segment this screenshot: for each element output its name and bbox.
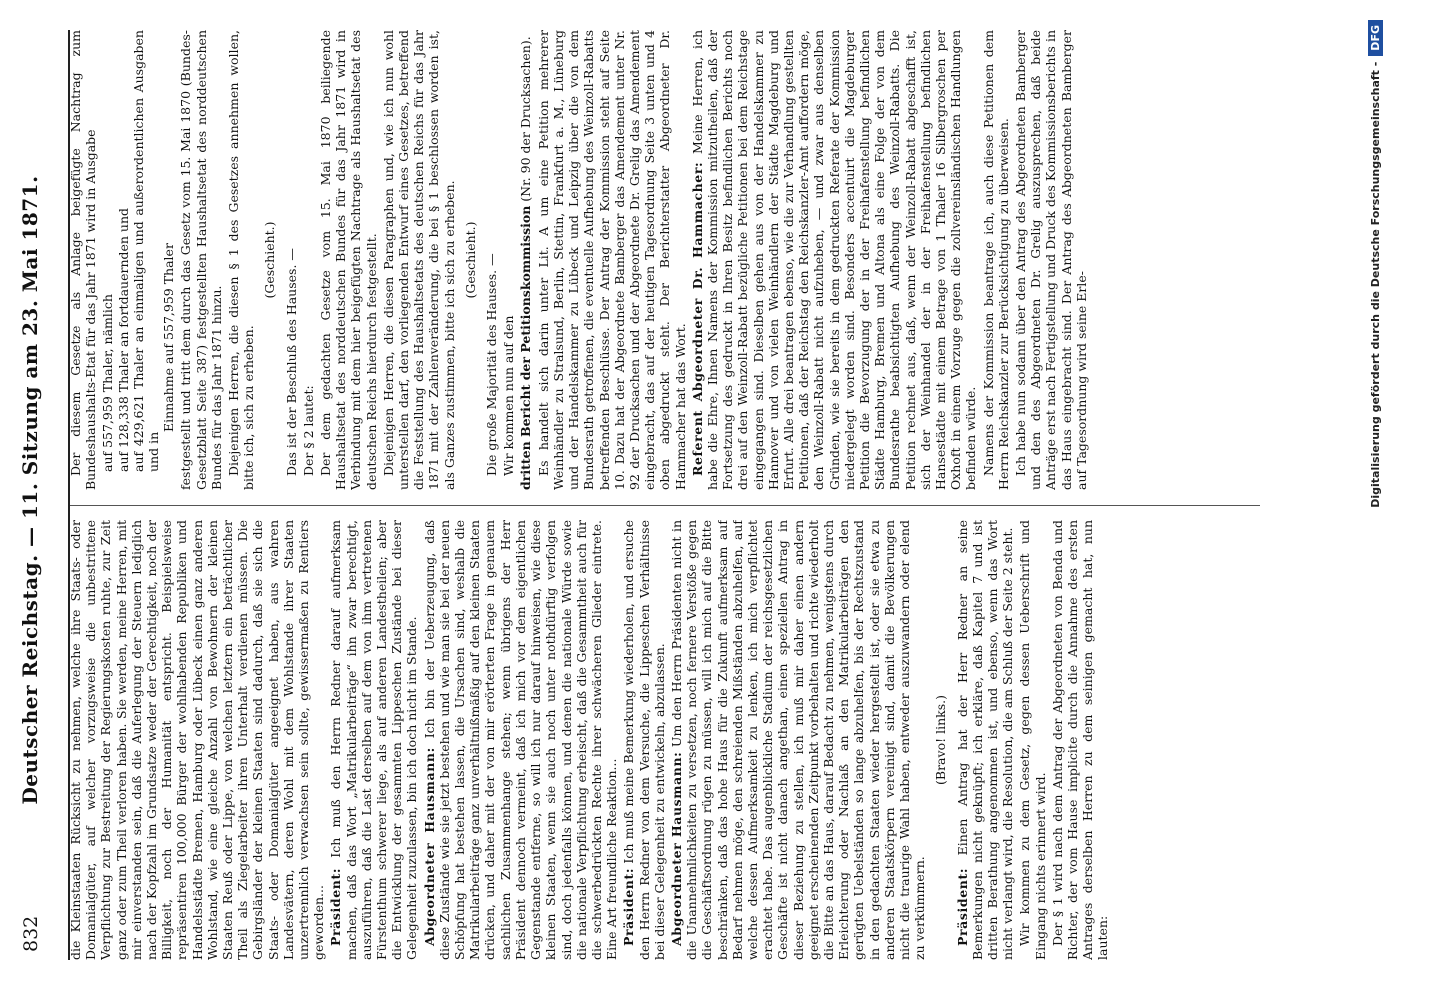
speaker-president: Präsident: (954, 867, 970, 946)
credit-text: Digitalisierung gefördert durch die Deutsche Forschungsgemeinschaft - (1369, 61, 1382, 508)
dfg-logo: DFG (1368, 20, 1383, 56)
paragraph (422, 520, 620, 960)
paragraph (669, 520, 927, 960)
speaker-hammacher: Referent Abgeordneter Dr. Hammacher: (689, 161, 705, 476)
paragraph: festgestellt und tritt dem durch das Gesetz vom 15. Mai 1870 (Bundes-Gesetzblatt Seite 387) festgestellten Haushaltsetat des norddeutschen Bundes für das Jahr 1871 hinzu. (178, 30, 224, 490)
page-number: 832 (20, 915, 42, 952)
page-header (10, 0, 62, 1000)
speech-text: Einen Antrag hat der Herr Redner an seine Bemerkungen nicht geknüpft; ich erkläre, daß Kapitel 7 und ist dritten Berathung angenommen ist, und ebenso, wenn das Wort nicht verlangt wird, die Resolution, die am Schluß der Seite 2 steht. (954, 520, 1016, 960)
paragraph: Ich habe nun sodann über den Antrag des Abgeordneten Bamberger und den des Abgeordneten Dr. Grelig auszusprechen, daß beide Anträge erst nach Fertigstellung und Druck des Kommissionsberichts in das Haus eingebracht sind. Der Antrag des Abgeordneten Bamberger auf Tagesordnung wird seine Erle- (1012, 30, 1089, 490)
budget-lines (100, 30, 176, 472)
column-divider (70, 505, 1260, 506)
applause-note: (Bravo! links.) (933, 695, 949, 785)
paragraph: Namens der Kommission beantrage ich, auch diese Petitionen dem Herrn Reichskanzler zur Berücksichtigung zu überweisen. (980, 30, 1011, 490)
running-head: Deutscher Reichstag. — 11. Sitzung am 23. Mai 1871. (18, 175, 42, 805)
speech-text: Um den Herrn Präsidenten nicht in die Unannehmlichkeiten zu versetzen, noch fernere Verstöße gegen die Geschäftsordnung rügen zu müssen, will ich mich auf die Bitte beschränken, daß das hohe Haus für die Zukunft aufmerksam auf Bedarf nehmen möge, den schreienden Mißständen abzuhelfen, auf welche dessen Aufmerksamkeit zu lenken, ich mich verpflichtet erachtet habe. Das augenblickliche Stadium der reichsgesetzlichen Geschäfte ist nicht danach angethan, einen speziellen Antrag in dieser Beziehung zu stellen, ich muß mir daher einen andern geeignet erscheinenden Zeitpunkt vorbehalten und richte wiederholt die Bitte an das Haus, darauf Bedacht zu nehmen, wenigstens durch Erleichterung oder Nachlaß an den Matrikularbeiträgen den gerügten Uebelständen so lange abzuhelfen, bis der Rechtszustand in den gedachten Staaten wieder hergestellt ist, oder sie etwa zu anderen Staatskörpern vereinigt sind, damit die Bevölkerungen nicht die traurige Wahl haben, entweder auszuwandern oder elend zu verkümmern. (668, 520, 928, 960)
paragraph: die Kleinstaaten Rücksicht zu nehmen, welche ihre Staats- oder Domanialgüter, auf welcher vorzugsweise die unbestrittene Verpflichtung zur Bestreitung der Regierungskosten ruhte, zur Zeit ganz oder zum Theil verloren haben. Sie werden, meine Herren, mit mir einverstanden sein, daß die Auferlegung der Steuern lediglich nach der Kopfzahl im Grundsatze weder der Gerechtigkeit, noch der Billigkeit, noch der Humanität entspricht. Beispielsweise repräsentiren 100,000 Bürger der wohlhabenden Republiken und Handelsstädte Bremen, Hamburg oder Lübeck einen ganz anderen Wohlstand, wie eine gleiche Anzahl von Bewohnern der kleinen Staaten Reuß oder Lippe, von welchen letztern ein beträchtlicher Theil als Ziegelarbeiter ihren Unterhalt verdienen müssen. Die Gebirgsländer der kleinen Staaten sind dadurch, daß sie sich die Staats- oder Domanialgüter angeeignet haben, aus wahren Landesvätern, deren Wohl mit dem Wohlstande ihrer Staaten unzertrennlich verwachsen sein sollte, gewissermaßen zu Rentiers geworden... (68, 520, 327, 960)
paragraph: Wir kommen zu dem Gesetz, gegen dessen Ueberschrift und Eingang nichts erinnert wird. (1017, 520, 1048, 960)
speaker-president: Präsident: (328, 867, 344, 946)
paragraph: Es handelt sich darin unter Lit. A um eine Petition mehrerer Weinhändler zu Stralsund, Berlin, Stettin, Frankfurt a. M., Lüneburg und der Handelskammer zu Lübeck und Leipzig über die von dem Bundesrath getroffenen, die eventuelle Aufhebung des Weinzoll-Rabatts betreffenden Beschlüsse. Der Antrag der Kommission steht auf Seite 10. Dazu hat der Abgeordnete Bamberger das Amendement unter Nr. 92 der Drucksachen und der Abgeordnete Dr. Grelig das Amendement eingebracht, das auf der heutigen Tagesordnung Seite 3 unten und 4 oben abgedruckt steht. Der Berichterstatter Abgeordneter Dr. Hammacher hat das Wort. (535, 30, 688, 490)
paragraph (690, 30, 979, 490)
left-column (68, 520, 1308, 960)
paragraph: Der § 2 lautet: (300, 385, 316, 476)
budget-line: Einnahme auf 557,959 Thaler (161, 243, 177, 432)
paragraph: Diejenigen Herren, die diesen Paragraphen und, wie ich nun wohl unterstellen darf, den vorliegenden Entwurf eines Gesetzes, betreffend die Feststellung des Haushaltsetats des deutschen Reichs für das Jahr 1871 mit der Zahlenveränderung, die bei § 1 beschlossen worden ist, als Ganzes zustimmen, bitte ich sich zu erheben. (380, 30, 457, 490)
budget-line: auf 429,621 Thaler an einmaligen und außerordentlichen Ausgaben und in (130, 30, 162, 472)
paragraph (328, 520, 419, 960)
paragraph: Das ist der Beschluß des Hauses. — (283, 248, 299, 476)
paragraph (955, 520, 1016, 960)
budget-line: auf 557,959 Thaler, nämlich (100, 294, 116, 472)
speech-text: Ich bin der Ueberzeugung, daß diese Zustände wie sie jetzt bestehen und wie man sie bei der neuen Schöpfung hat bestehen lassen, die Ursachen sind, weshalb die Matrikularbeiträge ganz unverhältnißmäßig auf den kleinen Staaten drücken, und daher mit der von mir erörterten Frage in genauem sachlichen Zusammenhange stehen; wenn übrigens der Herr Präsident dennoch vermeint, daß ich mich vor dem eigentlichen Gegenstande entferne, so will ich nur darauf hinweisen, wie diese kleinen Staaten, wenn sie auch noch unter nothdürftig verfolgen sind, doch jedenfalls können, und denen die nationale Würde sowie die nationale Verpflichtung erheischt, daß die Gesammtheit auch für die schwerbedrückten Rechte ihrer schwächeren Glieder eintrete. Eine Art freundliche Reaktion... (421, 520, 620, 960)
paragraph: Die große Majorität des Hauses. — (484, 253, 500, 476)
budget-line: auf 128,338 Thaler an fortdauernden und (115, 207, 131, 472)
speech-text: Meine Herren, ich habe die Ehre, Ihnen Namens der Kommission mitzutheilen, daß der Fortsetzung des gedruckt in Ihren Besitz befindlichen Berichts noch drei auf den Weinzoll-Rabatt bezügliche Petitionen bei dem Reichstage eingegangen sind. Dieselben gehen aus von der Handelskammer zu Hannover und von vielen Weinhändlern der Städte Magdeburg und Erfurt. Alle drei beantragen ebenso, wie die zur Verhandlung gestellten Petitionen, daß der Reichstag den Reichskanzler-Amt auffordern möge, den Weinzoll-Rabatt nicht aufzuheben, — und zwar aus denselben Gründen, wie sie bereits in dem gedruckten Referate der Kommission niedergelegt worden sind. Besonders accentuirt die Magdeburger Petition die Bevorzugung der in der Freihafenstellung befindlichen Städte Hamburg, Bremen und Altona als eine Folge der von dem Bundesrathe beabsichtigten Aufhebung des Weinzoll-Rabatts. Die Petition rechnet aus, daß, wenn der Weinzoll-Rabatt abgeschafft ist, sich der Weinhandel der in der Freihafenstellung befindlichen Hansestädte mit einem Betrage von 1 Thaler 16 Silbergroschen per Oxhoft in einem Vorzuge gegen die zollvereinsländischen Handlungen befinden würde. (689, 30, 979, 490)
speech-text: Ich muß meine Bemerkung wiederholen, und ersuche den Herrn Redner von dem Versuche, die Lippeschen Verhältnisse bei dieser Gelegenheit zu entwickeln, abzulassen. (621, 520, 667, 960)
procedural-note: (Geschieht.) (262, 221, 278, 299)
paragraph: Diejenigen Herren, die diesen § 1 des Gesetzes annehmen wollen, bitte ich, sich zu erheben. (226, 30, 257, 490)
right-column (68, 30, 1308, 490)
paragraph (621, 520, 667, 960)
paragraph: Der § 1 wird nach dem Antrag der Abgeordneten von Benda und Richter, der vom Hause implicite durch die Annahme des ersten Antrages derselben Herren zu dem seinigen gemacht hat, nun lauten: (1049, 520, 1111, 960)
procedural-note: (Geschieht.) (462, 221, 478, 299)
paragraph: Der diesem Gesetze als Anlage beigefügte Nachtrag zum Bundeshaushalts-Etat für das Jahr 1871 wird in Ausgabe (68, 30, 99, 490)
paragraph (518, 30, 533, 490)
speaker-president: Präsident: (621, 867, 637, 946)
speech-text: Ich muß den Herrn Redner darauf aufmerksam machen, daß das Wort „Matrikularbeiträge“ ihn zwar berechtigt, auszuführen, daß die Last derselben auf dem von ihm vertretenen Fürstenthum schwerer liege, als auf anderen Landestheilen; aber die Entwicklung der gesammten Lippeschen Zustände bei dieser Gelegenheit zuzulassen, bin ich doch nicht im Stande. (328, 520, 420, 960)
paragraph: Der dem gedachten Gesetze vom 15. Mai 1870 beiliegende Haushaltsetat des norddeutschen Bundes für das Jahr 1871 wird in Verbindung mit dem hier beigefügten Nachtrage als Haushaltsetat des deutschen Reichs hierdurch festgestellt. (318, 30, 379, 490)
digitization-credit (1368, 20, 1383, 960)
speaker-hausmann: Abgeordneter Hausmann: (421, 747, 437, 946)
report-heading: dritten Bericht der Petitionskommission (518, 205, 534, 490)
speaker-hausmann: Abgeordneter Hausmann: (668, 751, 684, 946)
paragraph: Wir kommen nun auf den (501, 315, 517, 476)
report-reference: (Nr. 90 der Drucksachen). (518, 36, 534, 202)
